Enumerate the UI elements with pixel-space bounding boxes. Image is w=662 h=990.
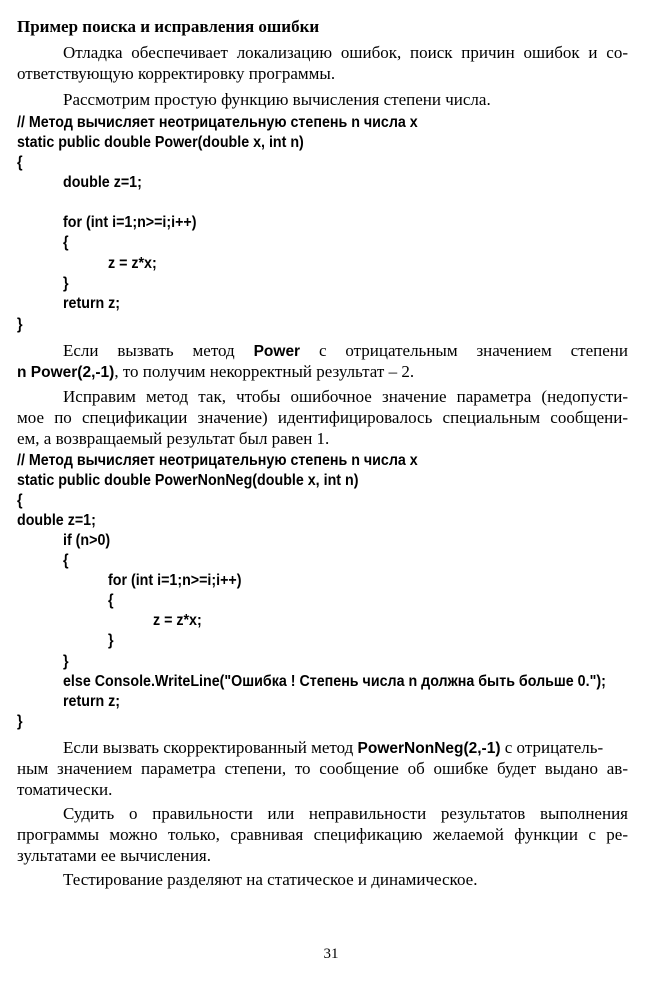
- paragraph-6-line-2: программы можно только, сравнивая спецификацию желаемой функции с ре-: [17, 825, 628, 844]
- code2-if-condition: if (n>0): [63, 532, 111, 549]
- code2-comment: // Метод вычисляет неотрицательную степень n числа x: [17, 452, 418, 469]
- code2-if-close-brace: }: [63, 653, 69, 670]
- paragraph-4-line-3: ем, а возвращаемый результат был равен 1.: [17, 429, 330, 448]
- paragraph-4-line-1: Исправим метод так, чтобы ошибочное значение параметра (недопусти-: [63, 387, 628, 406]
- paragraph-7: Тестирование разделяют на статическое и динамическое.: [63, 870, 478, 889]
- paragraph-5-line-2: ным значением параметра степени, то сообщение об ошибке будет выдано ав-: [17, 759, 628, 778]
- code2-signature: static public double PowerNonNeg(double x, int n): [17, 472, 359, 489]
- p3-method-name: Power: [253, 343, 301, 360]
- paragraph-2: Рассмотрим простую функцию вычисления степени числа.: [63, 90, 491, 109]
- code1-return: return z;: [63, 295, 121, 312]
- code1-comment: // Метод вычисляет неотрицательную степень n числа x: [17, 114, 418, 131]
- code2-close-brace: }: [17, 713, 23, 730]
- p5-post: с отрицатель-: [500, 738, 604, 757]
- p3-word-3: метод: [192, 341, 235, 360]
- paragraph-1-line-1: Отладка обеспечивает локализацию ошибок, поиск причин ошибок и со-: [63, 43, 628, 62]
- section-heading: Пример поиска и исправления ошибки: [17, 17, 320, 36]
- code1-open-brace: {: [17, 154, 23, 171]
- code1-for-loop: for (int i=1;n>=i;i++): [63, 214, 197, 231]
- p3-word-7: степени: [570, 341, 628, 360]
- p3-word-4: с: [318, 341, 327, 360]
- paragraph-5-line-3: томатически.: [17, 780, 113, 799]
- code1-for-close-brace: }: [63, 275, 69, 292]
- paragraph-1-line-2: ответствующую корректировку программы.: [17, 64, 336, 83]
- p3-word-2: вызвать: [117, 341, 174, 360]
- page-number: 31: [323, 946, 339, 962]
- code2-if-open-brace: {: [63, 552, 69, 569]
- paragraph-3-line-1: [63, 340, 628, 362]
- code1-for-open-brace: {: [63, 234, 69, 251]
- p3-word-1: Если: [63, 341, 99, 360]
- code1-close-brace: }: [17, 316, 23, 333]
- p3-word-5: отрицательным: [345, 341, 458, 360]
- code2-open-brace: {: [17, 492, 23, 509]
- paragraph-4-line-2: мое по спецификации значение) идентифицировалось специальным сообщени-: [17, 408, 628, 427]
- paragraph-6-line-3: зультатами ее вычисления.: [17, 846, 212, 865]
- code2-for-loop: for (int i=1;n>=i;i++): [108, 572, 242, 589]
- p5-pre: Если вызвать скорректированный метод: [63, 738, 354, 757]
- code1-loop-body: z = z*x;: [108, 255, 157, 272]
- p3-word-6: значением: [476, 341, 552, 360]
- code2-return: return z;: [63, 693, 121, 710]
- code1-signature: static public double Power(double x, int n): [17, 134, 304, 151]
- p5-call: PowerNonNeg(2,-1): [357, 740, 501, 757]
- p3-rest: , то получим некорректный результат – 2.: [114, 362, 415, 381]
- code2-declaration: double z=1;: [17, 512, 96, 529]
- paragraph-6-line-1: Судить о правильности или неправильности результатов выполнения: [63, 804, 628, 823]
- paragraph-3-line-2: [17, 361, 414, 383]
- code2-loop-body: z = z*x;: [153, 612, 202, 629]
- code2-else-line: else Console.WriteLine("Ошибка ! Степень числа n должна быть больше 0.");: [63, 673, 606, 690]
- p3-call: n Power(2,-1): [17, 364, 115, 381]
- code1-declaration: double z=1;: [63, 174, 142, 191]
- paragraph-5-line-1: [63, 737, 603, 759]
- code2-for-open-brace: {: [108, 592, 114, 609]
- code2-for-close-brace: }: [108, 632, 114, 649]
